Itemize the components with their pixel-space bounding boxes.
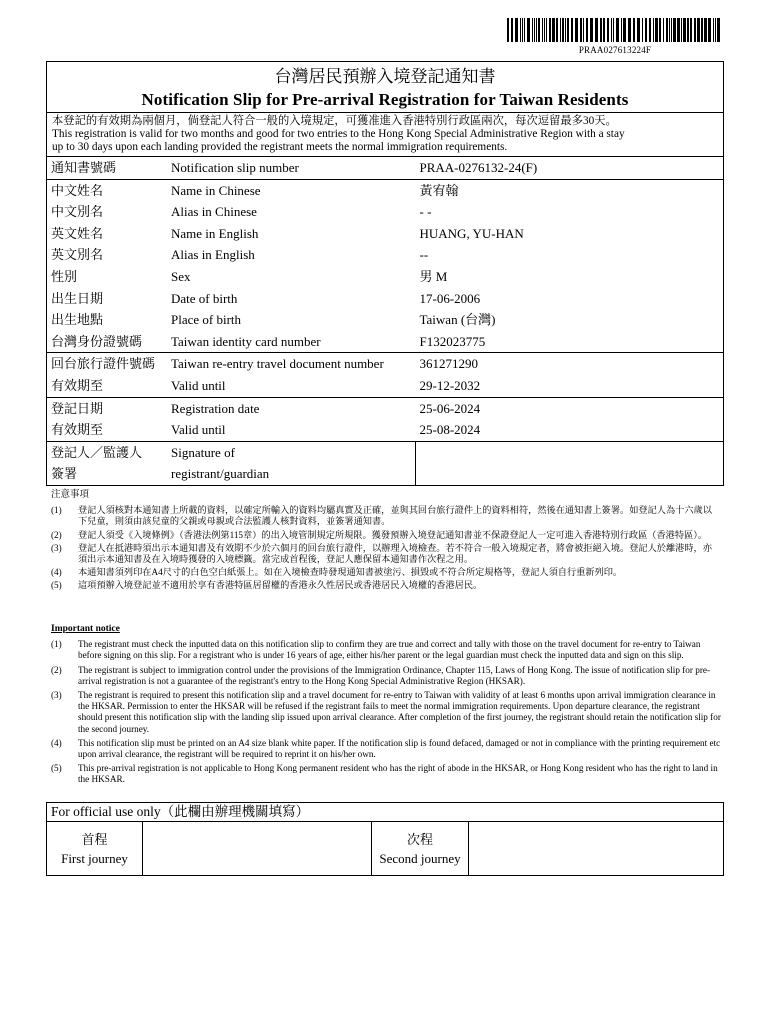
barcode-bar <box>595 18 598 42</box>
barcode-bar <box>623 18 626 42</box>
note-text: 登記人須受《入境條例》（香港法例第115章）的出入境管制規定所規限。獲發預辦入境登記通知書並不保證登記人一定可進入香港特別行政區（香港特區）。 <box>78 529 707 540</box>
official-use-row <box>47 822 723 875</box>
field-value-name-chinese: 黃宥翰 <box>416 179 724 201</box>
note-text: The registrant must check the inputted data on this notification slip to confirm they are true and correct and tally with those on the travel document for re-entry to Taiwan before signing on this slip. For a registrant who is under 16 years of age, either his/her parent or the legal guardian must check the inputted data and sign on this slip. <box>78 639 701 661</box>
barcode-bars <box>507 18 723 42</box>
validity-statement-zh: 本登記的有效期為兩個月，倘登記人符合一般的入境規定，可獲准進入香港特別行政區兩次，每次逗留最多30天。 <box>52 115 617 127</box>
barcode-bar <box>562 18 564 42</box>
validity-statement-en-line2: up to 30 days upon each landing provided the registrant meets the normal immigration requirements. <box>52 141 508 153</box>
field-value-place-of-birth: Taiwan (台灣) <box>419 312 496 328</box>
field-label-zh: 有效期至 <box>51 377 104 393</box>
field-value-id-card: F132023775 <box>419 333 486 349</box>
barcode-bar <box>645 18 647 42</box>
field-row-travel-document <box>47 353 723 375</box>
barcode-bar <box>659 18 661 42</box>
barcode-bar <box>628 18 631 42</box>
first-journey-en: First journey <box>61 850 128 866</box>
first-journey-zh: 首程 <box>81 831 108 847</box>
barcode-bar <box>642 18 643 42</box>
field-row-alias-english <box>47 244 723 266</box>
barcode-bar <box>669 18 670 42</box>
note-text: This notification slip must be printed on an A4 size blank white paper. If the notification slip is found defaced, damaged or not in compliance with the printing requirement etc upon arrival clearance, the registrant will be required to reprint it on his/her own. <box>78 737 721 760</box>
barcode-bar <box>507 18 509 42</box>
field-label-zh: 英文姓名 <box>51 225 104 241</box>
field-label-zh: 登記日期 <box>47 397 167 419</box>
field-value-document-valid-until: 29-12-2032 <box>419 377 481 393</box>
field-value-alias-chinese: - - <box>419 204 432 220</box>
barcode-bar <box>649 18 651 42</box>
note-number: (4) <box>51 737 62 748</box>
note-text: The registrant is subject to immigration control under the provisions of the Immigration Ordinance, Chapter 115, Laws of Hong Kong. The issue of notification slip for pre-arrival registration is not a guarantee of the registrant's entry to the Hong Kong Special Administrative Region (HKSAR). <box>78 664 711 686</box>
field-row-date-of-birth <box>47 288 723 310</box>
barcode-bar <box>522 18 523 42</box>
barcode-bar <box>653 18 654 42</box>
note-text: The registrant is required to present this notification slip and a travel document for re-entry to Taiwan with validity of at least 6 months upon arrival immigration clearance in the HKSAR. Permission to enter the HKSAR will be refused if the registrant fails to meet the normal immigration requirements. Upon departure clearance, the registrant should present this notification slip with the landing slip issued upon arrival clearance. After completion of the first journey, the registrant should retain the notification slip for the second journey. <box>78 690 721 734</box>
barcode-bar <box>681 18 682 42</box>
barcode-bar <box>704 18 707 42</box>
validity-statement-en-line1: This registration is valid for two months and good for two entries to the Hong Kong Special Administrative Region with a stay <box>52 128 625 140</box>
barcode-bar <box>590 18 593 42</box>
note-text: 登記人須核對本通知書上所載的資料，以確定所輸入的資料均屬真實及正確，並與其回台旅行證件上的資料相符，然後在通知書上簽署。如登記人為十六歲以下兒童，則須由該兒童的父親或母親或合法監護人核對資料，並簽署通知書。 <box>78 505 712 527</box>
field-label-en: Name in English <box>171 225 259 241</box>
barcode-bar <box>613 18 614 42</box>
note-number: (5) <box>51 763 62 774</box>
field-label-zh: 有效期至 <box>51 422 104 438</box>
barcode-bar <box>546 18 547 42</box>
barcode-bar <box>663 18 664 42</box>
barcode-bar <box>701 18 703 42</box>
field-row-place-of-birth <box>47 309 723 331</box>
field-row-alias-chinese <box>47 201 723 223</box>
note-text: 登記人在抵港時須出示本通知書及有效期不少於六個月的回台旅行證件，以辦理入境檢查。若不符合一般入境規定者，將會被拒絕入境。登記人於離港時，亦須出示本通知書及在入境時獲發的入境標籤。當完成首程後，登記人應保留本通知書作次程之用。 <box>78 542 712 565</box>
official-use-box <box>46 802 724 876</box>
note-number: (1) <box>51 639 62 650</box>
barcode <box>507 18 723 55</box>
field-label-zh: 出生日期 <box>51 290 104 306</box>
field-row-id-card <box>47 331 723 353</box>
official-use-heading: For official use only（此欄由辦理機關填寫） <box>47 803 723 822</box>
field-label-zh: 簽署 <box>51 466 78 482</box>
barcode-bar <box>549 18 551 42</box>
field-label-en: Alias in English <box>171 247 255 263</box>
field-label-en: Notification slip number <box>167 157 416 180</box>
note-number: (5) <box>51 580 62 591</box>
note-item <box>51 580 721 591</box>
barcode-bar <box>611 18 612 42</box>
barcode-number: PRAA027613224F <box>578 45 652 55</box>
barcode-bar <box>671 18 672 42</box>
field-row-name-chinese <box>47 179 723 201</box>
field-value-registration-date: 25-06-2024 <box>416 397 724 419</box>
field-value-sex: 男 M <box>419 268 448 284</box>
note-number: (3) <box>51 542 62 553</box>
barcode-bar <box>715 18 716 42</box>
barcode-bar <box>633 18 635 42</box>
barcode-bar <box>713 18 714 42</box>
barcode-bar <box>673 18 676 42</box>
field-value-travel-document: 361271290 <box>416 353 724 375</box>
field-row-registration-valid-until <box>47 419 723 441</box>
notes-heading-zh: 注意事項 <box>51 490 90 500</box>
note-text: 本通知書須列印在A4尺寸的白色空白紙張上。如在入境檢查時發現通知書被塗污、損毀或不符合所定規格等，登記人須自行重新列印。 <box>78 567 623 578</box>
field-label-zh: 出生地點 <box>51 312 104 328</box>
second-journey-label <box>372 822 469 875</box>
field-label-en: Signature of <box>167 441 416 463</box>
note-number: (2) <box>51 664 62 675</box>
field-label-en: Taiwan re-entry travel document number <box>167 353 416 375</box>
barcode-bar <box>571 18 573 42</box>
field-label-en: Date of birth <box>171 290 238 306</box>
note-number: (3) <box>51 690 62 701</box>
barcode-bar <box>534 18 535 42</box>
barcode-bar <box>532 18 533 42</box>
field-row-slip-number <box>47 157 723 180</box>
note-text: This pre-arrival registration is not applicable to Hong Kong permanent resident who has the right of abode in the HKSAR, or Hong Kong resident who has the right to land in the HKSAR. <box>78 763 718 785</box>
title-chinese: 台灣居民預辦入境登記通知書 <box>274 67 496 86</box>
barcode-bar <box>717 18 720 42</box>
field-label-zh: 通知書號碼 <box>47 157 167 180</box>
barcode-bar <box>544 18 545 42</box>
second-journey-en: Second journey <box>379 850 461 866</box>
barcode-bar <box>583 18 584 42</box>
barcode-bar <box>575 18 578 42</box>
barcode-bar <box>552 18 555 42</box>
barcode-bar <box>538 18 540 42</box>
note-item <box>51 505 721 527</box>
barcode-bar <box>567 18 569 42</box>
note-item <box>51 665 721 687</box>
signature-box[interactable] <box>416 441 724 485</box>
field-row-document-valid-until <box>47 375 723 397</box>
barcode-bar <box>603 18 605 42</box>
barcode-bar <box>621 18 622 42</box>
registration-fields-table <box>47 156 723 485</box>
field-value-name-english: HUANG, YU-HAN <box>419 225 524 241</box>
second-journey-stamp-box <box>469 822 723 875</box>
field-value-alias-english: -- <box>419 247 429 263</box>
field-label-en: Name in Chinese <box>167 179 416 201</box>
barcode-bar <box>683 18 686 42</box>
barcode-bar <box>690 18 692 42</box>
field-label-en: Valid until <box>171 422 226 438</box>
field-label-zh: 台灣身份證號碼 <box>51 333 143 349</box>
field-label-en: Place of birth <box>171 312 242 328</box>
barcode-bar <box>687 18 689 42</box>
barcode-bar <box>515 18 518 42</box>
field-row-registration-date <box>47 397 723 419</box>
barcode-bar <box>565 18 566 42</box>
field-label-zh: 性別 <box>51 268 78 284</box>
barcode-bar <box>697 18 700 42</box>
field-label-en: Valid until <box>171 377 226 393</box>
note-text: 這項預辦入境登記並不適用於享有香港特區居留權的香港永久性居民或香港居民入境權的香港居民。 <box>78 580 483 591</box>
note-number: (1) <box>51 505 62 516</box>
first-journey-label <box>47 822 143 875</box>
field-row-sex <box>47 266 723 288</box>
note-item <box>51 543 721 565</box>
barcode-bar <box>536 18 537 42</box>
field-label-zh: 中文姓名 <box>47 179 167 201</box>
note-number: (4) <box>51 567 62 578</box>
notes-chinese <box>51 490 721 594</box>
barcode-bar <box>600 18 602 42</box>
barcode-bar <box>520 18 521 42</box>
field-label-zh: 英文別名 <box>51 247 104 263</box>
field-label-zh: 登記人／監護人 <box>47 441 167 463</box>
field-value-registration-valid-until: 25-08-2024 <box>419 422 481 438</box>
validity-statement <box>47 112 723 156</box>
barcode-bar <box>556 18 558 42</box>
barcode-bar <box>524 18 525 42</box>
barcode-bar <box>542 18 543 42</box>
barcode-bar <box>527 18 530 42</box>
barcode-bar <box>580 18 582 42</box>
first-journey-stamp-box <box>143 822 372 875</box>
field-row-signature <box>47 441 723 463</box>
field-label-zh: 中文別名 <box>51 204 104 220</box>
notes-heading-en: Important notice <box>51 624 120 634</box>
second-journey-zh: 次程 <box>406 831 433 847</box>
note-item <box>51 690 721 735</box>
barcode-bar <box>560 18 561 42</box>
note-item <box>51 530 721 541</box>
barcode-bar <box>677 18 680 42</box>
barcode-bar <box>586 18 588 42</box>
barcode-bar <box>708 18 711 42</box>
field-label-en: Sex <box>171 268 191 284</box>
field-label-zh: 回台旅行證件號碼 <box>47 353 167 375</box>
barcode-bar <box>694 18 696 42</box>
barcode-bar <box>637 18 640 42</box>
barcode-bar <box>666 18 668 42</box>
note-item <box>51 738 721 760</box>
field-row-name-english <box>47 223 723 245</box>
field-label-en: registrant/guardian <box>171 466 270 482</box>
field-label-en: Taiwan identity card number <box>171 333 321 349</box>
barcode-bar <box>511 18 513 42</box>
field-label-en: Registration date <box>167 397 416 419</box>
note-item <box>51 639 721 661</box>
note-number: (2) <box>51 529 62 540</box>
barcode-bar <box>655 18 658 42</box>
barcode-bar <box>607 18 609 42</box>
registration-form <box>46 61 724 486</box>
title-english: Notification Slip for Pre-arrival Registration for Taiwan Residents <box>141 90 629 109</box>
barcode-bar <box>616 18 619 42</box>
note-item <box>51 567 721 578</box>
field-value-slip-number: PRAA-0276132-24(F) <box>416 157 724 180</box>
field-label-en: Alias in Chinese <box>171 204 257 220</box>
field-value-date-of-birth: 17-06-2006 <box>419 290 481 306</box>
note-item <box>51 763 721 785</box>
notes-english <box>51 624 721 789</box>
